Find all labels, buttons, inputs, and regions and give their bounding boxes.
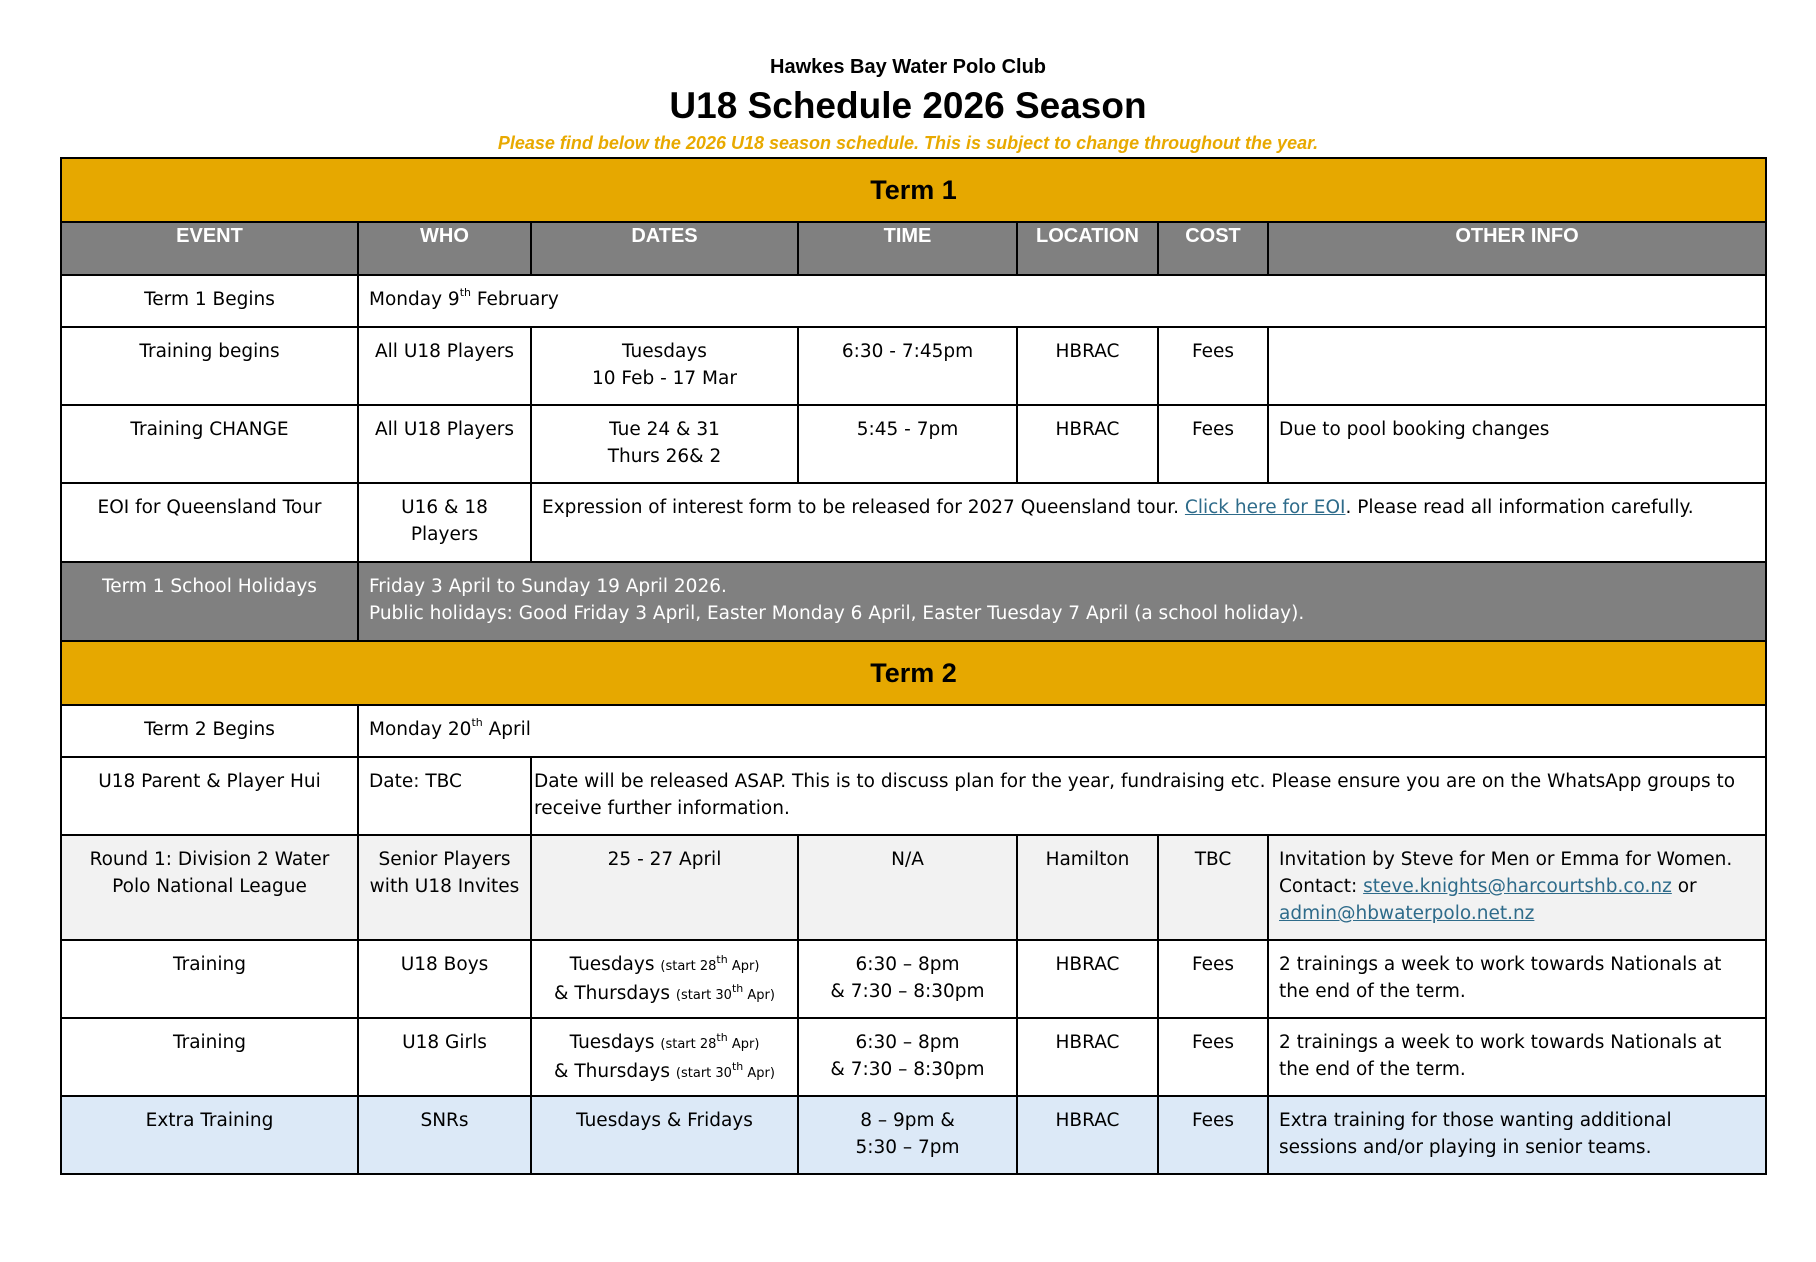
event-cell: Round 1: Division 2 Water Polo National League bbox=[61, 835, 358, 940]
info-cell: Due to pool booking changes bbox=[1268, 405, 1766, 483]
term-2-header-row bbox=[61, 641, 1766, 705]
cost-cell: Fees bbox=[1158, 405, 1268, 483]
table-row bbox=[61, 483, 1766, 562]
dates-cell: Tue 24 & 31 Thurs 26& 2 bbox=[531, 405, 798, 483]
page-subtitle: Please find below the 2026 U18 season schedule. This is subject to change throughout the year. bbox=[497, 133, 1319, 153]
holiday-info-cell: Friday 3 April to Sunday 19 April 2026. Public holidays: Good Friday 3 April, Easter Monday 6 April, Easter Tuesday 7 April (a school holiday). bbox=[358, 562, 1766, 641]
table-row bbox=[61, 835, 1766, 940]
time-cell: 6:30 - 7:45pm bbox=[798, 327, 1017, 405]
cost-cell: Fees bbox=[1158, 327, 1268, 405]
info-cell bbox=[1268, 327, 1766, 405]
time-cell: 6:30 – 8pm & 7:30 – 8:30pm bbox=[798, 1018, 1017, 1096]
event-cell: Term 1 Begins bbox=[61, 275, 358, 327]
term-2-label: Term 2 bbox=[61, 641, 1766, 705]
who-cell: Senior Players with U18 Invites bbox=[358, 835, 531, 940]
info-cell: Invitation by Steve for Men or Emma for Women. Contact: steve.knights@harcourtshb.co.nz or admin@hbwaterpolo.net.nz bbox=[1268, 835, 1766, 940]
page-title: U18 Schedule 2026 Season bbox=[669, 85, 1147, 126]
location-cell: HBRAC bbox=[1017, 1018, 1158, 1096]
info-cell: Expression of interest form to be released for 2027 Queensland tour. Click here for EOI. Please read all information carefully. bbox=[531, 483, 1766, 562]
club-name: Hawkes Bay Water Polo Club bbox=[770, 56, 1046, 78]
term-1-label: Term 1 bbox=[61, 158, 1766, 222]
table-row bbox=[61, 1018, 1766, 1096]
location-cell: HBRAC bbox=[1017, 940, 1158, 1018]
who-cell: All U18 Players bbox=[358, 327, 531, 405]
event-cell: Term 2 Begins bbox=[61, 705, 358, 757]
table-row bbox=[61, 327, 1766, 405]
who-cell: U18 Boys bbox=[358, 940, 531, 1018]
eoi-link[interactable]: Click here for EOI bbox=[1184, 497, 1346, 518]
event-cell: Training CHANGE bbox=[61, 405, 358, 483]
term-1-header-row bbox=[61, 158, 1766, 222]
location-cell: HBRAC bbox=[1017, 1096, 1158, 1174]
cost-cell: TBC bbox=[1158, 835, 1268, 940]
table-row bbox=[61, 757, 1766, 835]
table-row bbox=[61, 405, 1766, 483]
dates-cell: 25 - 27 April bbox=[531, 835, 798, 940]
info-cell: Extra training for those wanting additional sessions and/or playing in senior teams. bbox=[1268, 1096, 1766, 1174]
cost-cell: Fees bbox=[1158, 1096, 1268, 1174]
col-who: WHO bbox=[358, 222, 531, 275]
event-cell: U18 Parent & Player Hui bbox=[61, 757, 358, 835]
table-row bbox=[61, 705, 1766, 757]
dates-cell: Tuesdays (start 28th Apr) & Thursdays (start 30th Apr) bbox=[531, 1018, 798, 1096]
dates-cell: Tuesdays & Fridays bbox=[531, 1096, 798, 1174]
column-header-row bbox=[61, 222, 1766, 275]
who-cell: U18 Girls bbox=[358, 1018, 531, 1096]
col-other-info: OTHER INFO bbox=[1268, 222, 1766, 275]
who-cell: U16 & 18 Players bbox=[358, 483, 531, 562]
event-cell: Extra Training bbox=[61, 1096, 358, 1174]
event-cell: EOI for Queensland Tour bbox=[61, 483, 358, 562]
time-cell: 8 – 9pm & 5:30 – 7pm bbox=[798, 1096, 1017, 1174]
col-dates: DATES bbox=[531, 222, 798, 275]
table-row bbox=[61, 1096, 1766, 1174]
date-cell: Monday 9th February bbox=[358, 275, 1766, 327]
location-cell: HBRAC bbox=[1017, 327, 1158, 405]
dates-cell: Tuesdays 10 Feb - 17 Mar bbox=[531, 327, 798, 405]
who-cell: Date: TBC bbox=[358, 757, 531, 835]
holiday-row bbox=[61, 562, 1766, 641]
col-location: LOCATION bbox=[1017, 222, 1158, 275]
who-cell: All U18 Players bbox=[358, 405, 531, 483]
admin-email-link[interactable]: admin@hbwaterpolo.net.nz bbox=[1279, 903, 1535, 924]
info-cell: 2 trainings a week to work towards Nationals at the end of the term. bbox=[1268, 940, 1766, 1018]
event-cell: Training bbox=[61, 1018, 358, 1096]
time-cell: 6:30 – 8pm & 7:30 – 8:30pm bbox=[798, 940, 1017, 1018]
table-row bbox=[61, 275, 1766, 327]
info-cell: 2 trainings a week to work towards Nationals at the end of the term. bbox=[1268, 1018, 1766, 1096]
event-cell: Term 1 School Holidays bbox=[61, 562, 358, 641]
col-event: EVENT bbox=[61, 222, 358, 275]
location-cell: Hamilton bbox=[1017, 835, 1158, 940]
dates-cell: Tuesdays (start 28th Apr) & Thursdays (start 30th Apr) bbox=[531, 940, 798, 1018]
time-cell: N/A bbox=[798, 835, 1017, 940]
time-cell: 5:45 - 7pm bbox=[798, 405, 1017, 483]
schedule-table bbox=[60, 157, 1767, 1175]
cost-cell: Fees bbox=[1158, 940, 1268, 1018]
table-row bbox=[61, 940, 1766, 1018]
location-cell: HBRAC bbox=[1017, 405, 1158, 483]
event-cell: Training bbox=[61, 940, 358, 1018]
date-cell: Monday 20th April bbox=[358, 705, 1766, 757]
event-cell: Training begins bbox=[61, 327, 358, 405]
steve-email-link[interactable]: steve.knights@harcourtshb.co.nz bbox=[1363, 876, 1672, 897]
col-cost: COST bbox=[1158, 222, 1268, 275]
who-cell: SNRs bbox=[358, 1096, 531, 1174]
cost-cell: Fees bbox=[1158, 1018, 1268, 1096]
col-time: TIME bbox=[798, 222, 1017, 275]
info-cell: Date will be released ASAP. This is to discuss plan for the year, fundraising etc. Please ensure you are on the WhatsApp groups to receive further information. bbox=[531, 757, 1766, 835]
